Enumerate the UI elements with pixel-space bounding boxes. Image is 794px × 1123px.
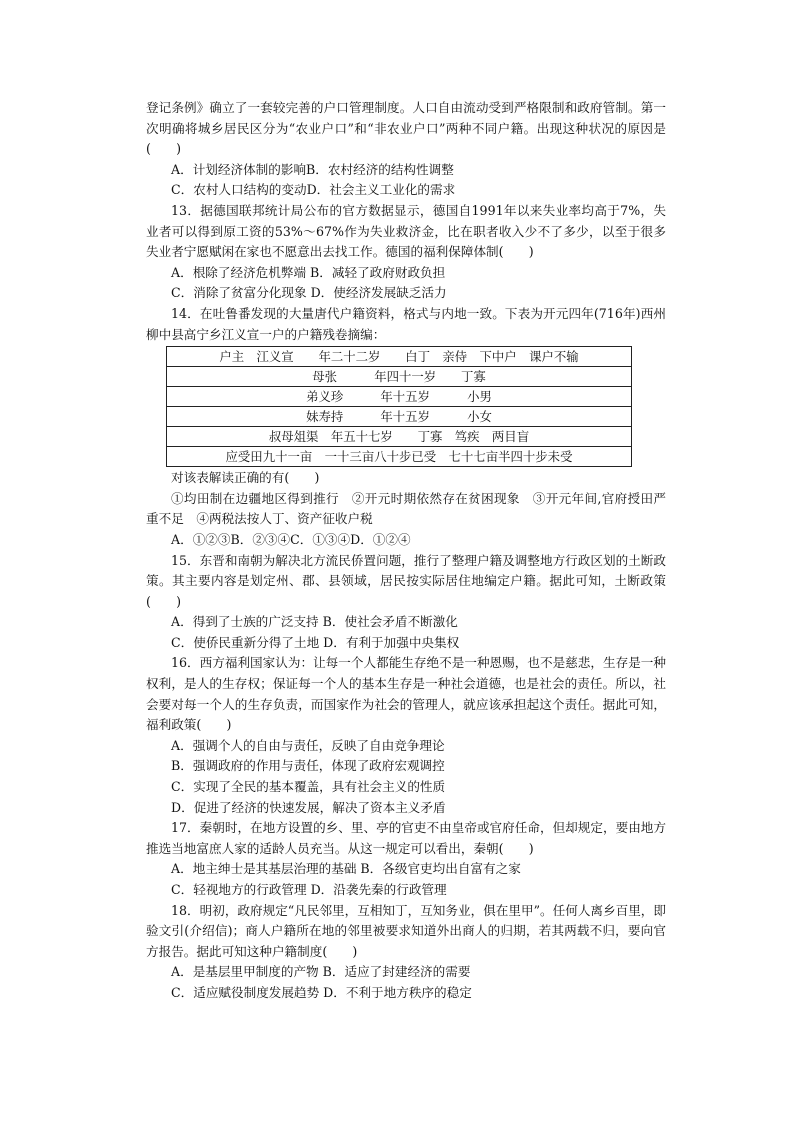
table-row <box>167 367 632 387</box>
table-cell: 妹寿持 年十五岁 小女 <box>167 407 632 427</box>
q16-option-d: D．促进了经济的快速发展，解决了资本主义矛盾 <box>171 799 446 815</box>
q13-option-cd: C．消除了贫富分化现象 D．使经济发展缺乏活力 <box>171 285 447 301</box>
table-row <box>167 427 632 447</box>
table-row <box>167 447 632 467</box>
household-register-table <box>166 346 632 467</box>
q15-option-ab: A．得到了士族的广泛支持 B．使社会矛盾不断激化 <box>171 614 458 630</box>
q16-option-b: B．强调政府的作用与责任，体现了政府宏观调控 <box>171 758 445 774</box>
table-cell: 弟义珍 年十五岁 小男 <box>167 387 632 407</box>
q16-option-a: A．强调个人的自由与责任，反映了自由竞争理论 <box>171 737 445 753</box>
table-row <box>167 347 632 367</box>
q14-question: 对该表解读正确的有( ) <box>171 470 320 486</box>
q14-options: A．①②③B．②③④C．①③④D．①②④ <box>171 531 411 547</box>
table-cell: 母张 年四十一岁 丁寡 <box>167 367 632 387</box>
q12-option-cd: C．农村人口结构的变动D．社会主义工业化的需求 <box>171 182 456 198</box>
table-row <box>167 387 632 407</box>
table-cell: 应受田九十一亩 一十三亩八十步已受 七十七亩半四十步未受 <box>167 447 632 467</box>
q15-stem: 15．东晋和南朝为解决北方流民侨置问题，推行了整理户籍及调整地方行政区划的土断政策。其主要内容是划定州、郡、县领域，居民按实际居住地编定户籍。据此可知，土断政策( ) <box>146 552 666 609</box>
q17-stem: 17．秦朝时，在地方设置的乡、里、亭的官吏不由皇帝或官府任命，但却规定，要由地方推选当地富庶人家的适龄人员充当。从这一规定可以看出，秦朝( ) <box>146 820 666 856</box>
table-cell: 叔母俎渠 年五十七岁 丁寡 笃疾 两目盲 <box>167 427 632 447</box>
q14-stem: 14．在吐鲁番发现的大量唐代户籍资料，格式与内地一致。下表为开元四年(716年)西州柳中县高宁乡江义宣一户的户籍残卷摘编： <box>146 305 666 342</box>
q16-option-c: C．实现了全民的基本覆盖，具有社会主义的性质 <box>171 779 446 795</box>
q16-stem: 16．西方福利国家认为：让每一个人都能生存绝不是一种恩赐，也不是慈悲，生存是一种权利，是人的生存权；保证每一个人的基本生存是一种社会道德，也是社会的责任。所以，社会要对每一个人的生存负责，而国家作为社会的管理人，就应该承担起这个责任。据此可知，福利政策( ) <box>146 655 666 733</box>
q13-stem: 13．据德国联邦统计局公布的官方数据显示，德国自1991年以来失业率均高于7%，失业者可以得到原工资的53%～67%作为失业救济金，比在职者收入少不了多少，以至于很多失业者宁愿赋闲在家也不愿意出去找工作。德国的福利保障体制( ) <box>146 202 666 260</box>
q13-option-ab: A．根除了经济危机弊端 B．减轻了政府财政负担 <box>171 264 446 280</box>
table-cell: 户主 江义宣 年二十二岁 白丁 亲侍 下中户 课户不输 <box>167 347 632 367</box>
q17-option-cd: C．轻视地方的行政管理 D．沿袭先秦的行政管理 <box>171 882 447 897</box>
document-page <box>146 98 666 1004</box>
q17-option-ab: A．地主绅士是其基层治理的基础 B．各级官吏均出自富有之家 <box>171 861 521 877</box>
q18-option-ab: A．是基层里甲制度的产物 B．适应了封建经济的需要 <box>171 964 471 980</box>
q12-stem-continued: 登记条例》确立了一套较完善的户口管理制度。人口自由流动受到严格限制和政府管制。第一次明确将城乡居民区分为“农业户口”和“非农业户口”两种不同户籍。出现这种状况的原因是( ) <box>146 100 666 157</box>
q14-statements: ①均田制在边疆地区得到推行 ②开元时期依然存在贫困现象 ③开元年间,官府授田严重不足 ④两税法按人丁、资产征收户税 <box>146 490 666 527</box>
q18-stem: 18．明初，政府规定“凡民邻里，互相知丁，互知务业，俱在里甲”。任何人离乡百里，即验文引(介绍信)；商人户籍所在地的邻里被要求知道外出商人的归期，若其两载不归，要向官方报告。据此可知这种户籍制度( ) <box>146 902 666 959</box>
q15-option-cd: C．使侨民重新分得了土地 D．有利于加强中央集权 <box>171 634 460 650</box>
q12-option-ab: A．计划经济体制的影响B．农村经济的结构性调整 <box>171 161 454 177</box>
table-row <box>167 407 632 427</box>
q18-option-cd: C．适应赋役制度发展趋势 D．不利于地方秩序的稳定 <box>171 984 472 1000</box>
